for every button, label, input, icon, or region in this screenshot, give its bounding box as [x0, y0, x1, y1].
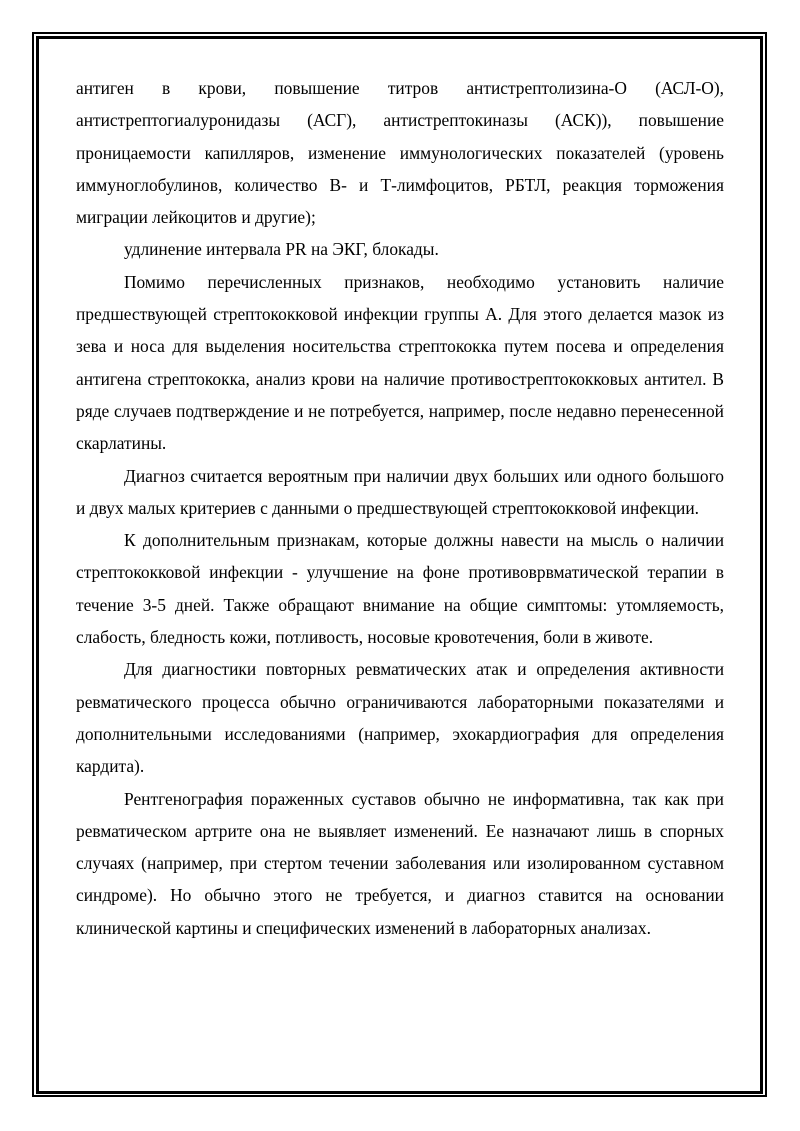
- paragraph-radiography: Рентгенография пораженных суставов обычно не информативна, так как при ревматическом артрите она не выявляет изменений. Ее назначают лишь в спорных случаях (например, при стертом течении заболевания или изолированном суставном синдроме). Но обычно этого не требуется, и диагноз ставится на основании клинической картины и специфических изменений в лабораторных анализах.: [76, 788, 724, 938]
- paragraph-additional-signs: К дополнительным признакам, которые должны навести на мысль о наличии стрептококковой инфекции - улучшение на фоне противоврвматической терапии в течение 3-5 дней. Также обращают внимание на общие симптомы: утомляемость, слабость, бледность кожи, потливость, носовые кровотечения, боли в животе.: [76, 530, 724, 648]
- paragraph-repeat-attacks: Для диагностики повторных ревматических атак и определения активности ревматического процесса обычно ограничиваются лабораторными показателями и дополнительными исследованиями (например, эхокардиография для определения кардита).: [76, 659, 724, 777]
- paragraph-streptococcal-infection: Помимо перечисленных признаков, необходимо установить наличие предшествующей стрептококковой инфекции группы А. Для этого делается мазок из зева и носа для выделения носительства стрептококка путем посева и определения антигена стрептококка, анализ крови на наличие противострептококковых антител. В ряде случаев подтверждение и не потребуется, например, после недавно перенесенной скарлатины.: [76, 271, 724, 454]
- paragraph-ecg: удлинение интервала PR на ЭКГ, блокады.: [124, 239, 439, 260]
- paragraph-lab-indicators: антиген в крови, повышение титров антистрептолизина-О (АСЛ-О), антистрептогиалуронидазы (АСГ), антистрептокиназы (АСК)), повышение проницаемости капилляров, изменение иммунологических показателей (уровень иммуноглобулинов, количество В- и Т-лимфоцитов, РБТЛ, реакция торможения миграции лейкоцитов и другие);: [76, 78, 724, 228]
- document-body: [76, 72, 724, 944]
- paragraph-diagnosis-criteria: Диагноз считается вероятным при наличии двух больших или одного большого и двух малых критериев с данными о предшествующей стрептококковой инфекции.: [76, 465, 724, 518]
